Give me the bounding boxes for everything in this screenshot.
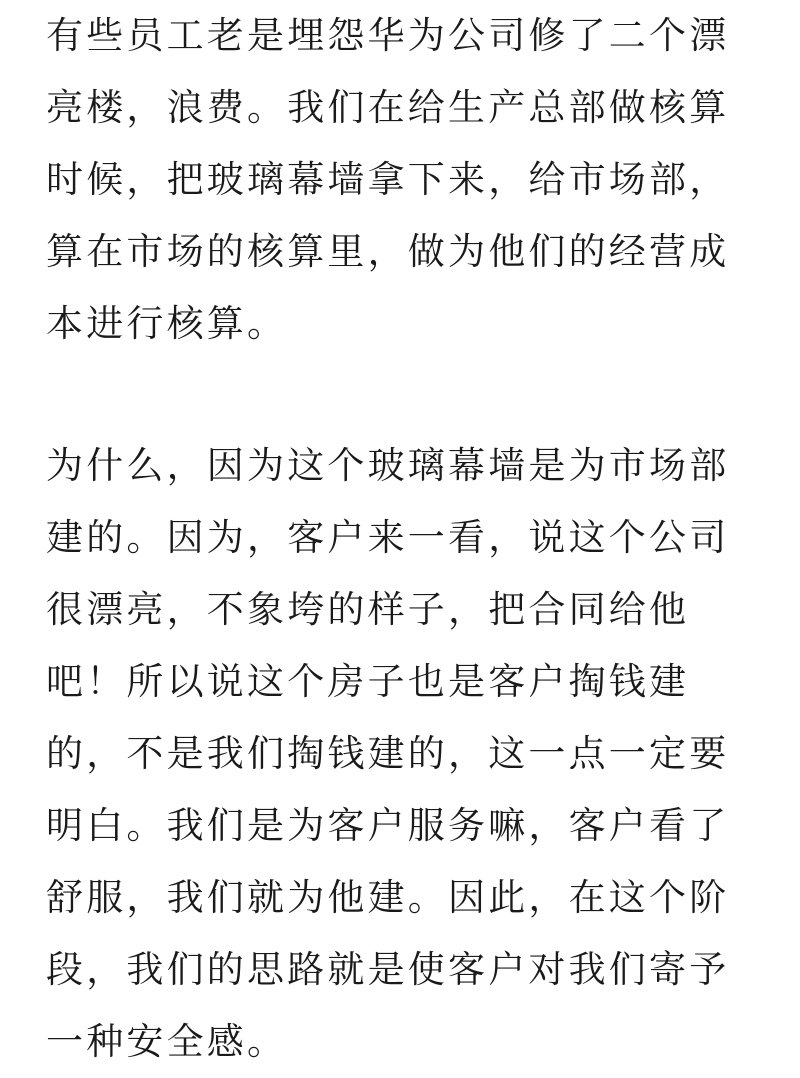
paragraph-line: 亮楼，浪费。我们在给生产总部做核算 [46,86,730,129]
paragraph-line: 吧！所以说这个房子也是客户掏钱建 [46,660,690,703]
paragraph-line: 为什么，因为这个玻璃幕墙是为市场部 [46,444,730,487]
paragraph-line: 时候，把玻璃幕墙拿下来，给市场部， [46,158,730,201]
paragraph-line: 一种安全感。 [46,1020,288,1063]
paragraph-line: 很漂亮，不象垮的样子，把合同给他 [46,588,690,631]
paragraph-line: 段，我们的思路就是使客户对我们寄予 [46,948,730,991]
paragraph-line: 有些员工老是埋怨华为公司修了二个漂 [46,14,730,57]
paragraph-line: 明白。我们是为客户服务嘛，客户看了 [46,804,730,847]
paragraph-line: 舒服，我们就为他建。因此，在这个阶 [46,876,730,919]
paragraph-line: 本进行核算。 [46,302,288,345]
paragraph-line: 的，不是我们掏钱建的，这一点一定要 [46,732,730,775]
paragraph-line: 建的。因为，客户来一看，说这个公司 [46,516,730,559]
paragraph-line: 算在市场的核算里，做为他们的经营成 [46,230,730,273]
